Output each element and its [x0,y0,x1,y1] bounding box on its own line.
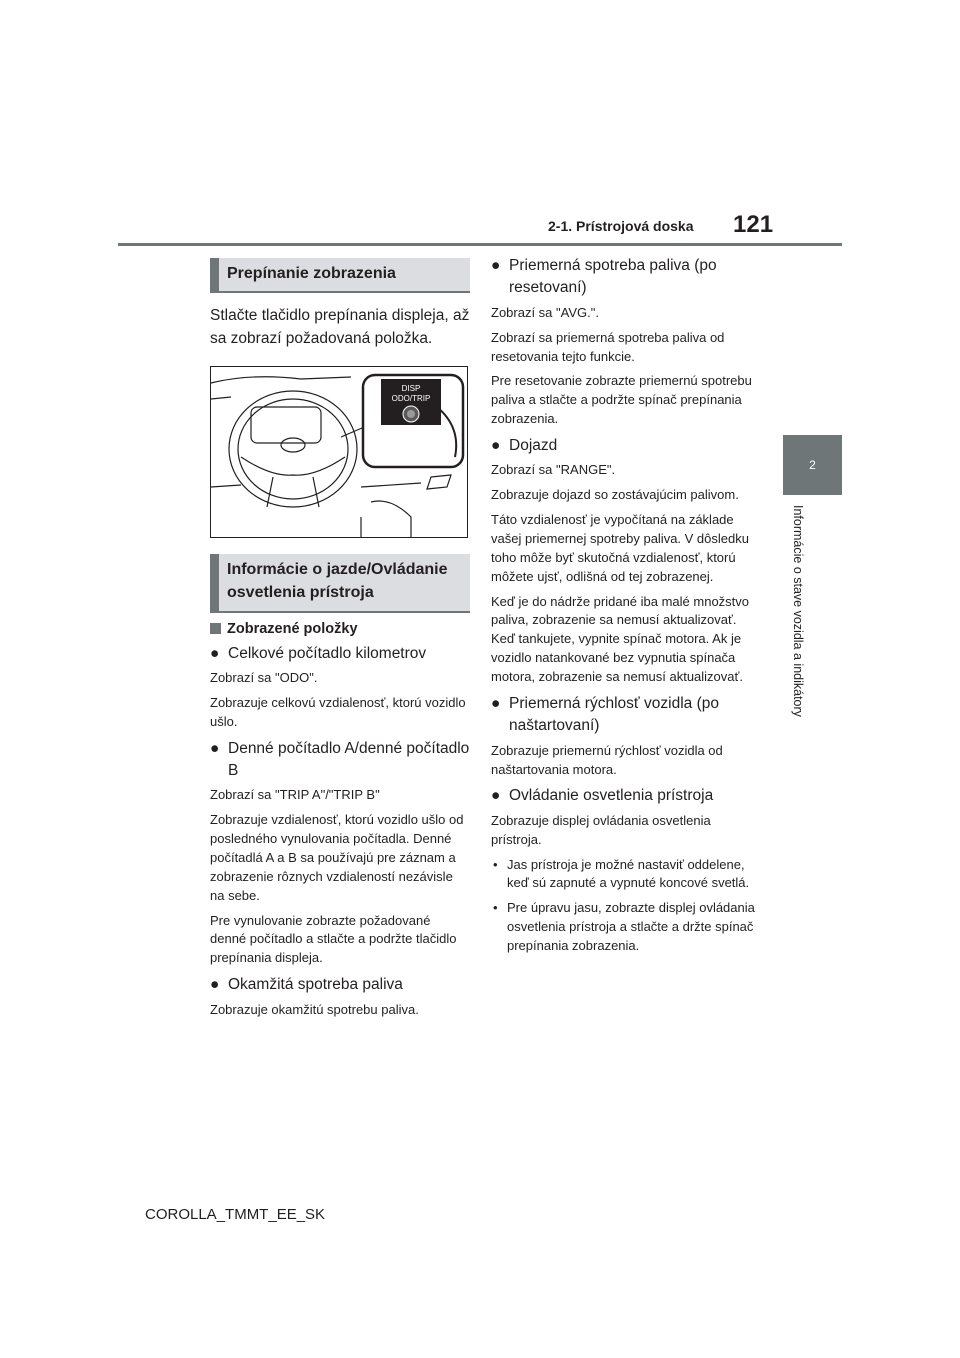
item-text: Zobrazuje displej ovládania osvetlenia prístroja. [491,812,711,847]
item-text: Zobrazuje celkovú vzdialenosť, ktorú vozidlo ušlo. [210,694,466,729]
note-item: • Pre úpravu jasu, zobrazte displej ovládania osvetlenia prístroja a stlačte a držte spínač prepínania zobrazenia. [491,899,756,956]
heading-trip-info: Informácie o jazde/Ovládanie osvetlenia prístroja [210,554,470,612]
item-text: Zobrazí sa "ODO". [210,669,318,685]
item-average-consumption: ● Priemerná spotreba paliva (po resetovaní) [491,255,756,300]
item-text: Pre vynulovanie zobrazte požadované denné počítadlo a stlačte a podržte tlačidlo prepínania displeja. [210,912,457,966]
item-text: Táto vzdialenosť je vypočítaná na základe vašej priemernej spotreby paliva. V dôsledku toho môže byť skutočná vzdialenosť, ktorú môžete ujsť, odlišná od tej zobrazenej. [491,512,749,584]
item-text: Zobrazí sa "TRIP A"/"TRIP B" [210,787,380,803]
bullet-dot-icon: ● [491,694,501,712]
bullet-dot-icon: ● [491,257,501,274]
heading-display-switch: Prepínanie zobrazenia [210,258,470,293]
bullet-dot-icon: ● [210,976,220,994]
bullet-dot-icon: ● [210,644,220,662]
item-text: Zobrazuje dojazd so zostávajúcim palivom. [491,487,739,503]
steering-wheel-illustration [211,367,467,537]
intro-text: Stlačte tlačidlo prepínania displeja, až sa zobrazí požadovaná položka. [210,307,470,347]
subhead-displayed-items: Zobrazené položky [210,621,470,637]
item-text: Zobrazí sa priemerná spotreba paliva od resetovania tejto funkcie. [491,329,725,364]
disp-label: DISP [401,384,421,394]
note-item: • Jas prístroja je možné nastaviť oddelene, keď sú zapnuté a vypnuté koncové svetlá. [491,856,756,894]
left-column [210,258,470,1025]
item-trip-meter: ● Denné počítadlo A/denné počítadlo B [210,738,470,783]
item-meter-illumination: ● Ovládanie osvetlenia prístroja [491,785,756,807]
footer-code: COROLLA_TMMT_EE_SK [145,1206,326,1223]
item-text: Keď je do nádrže pridané iba malé množstvo paliva, zobrazenie sa nemusí aktualizovať. Keď tankujete, vypnite spínač motora. Ak je vozidlo natankované bez vypnutia spínača motora, zobrazenie sa nemusí aktualizovať. [491,593,750,684]
header-rule [118,243,842,246]
item-text: Zobrazí sa "RANGE". [491,462,616,478]
item-current-consumption: ● Okamžitá spotreba paliva [210,974,470,996]
item-text: Zobrazuje okamžitú spotrebu paliva. [210,1001,419,1017]
dashboard-illustration [210,366,468,538]
item-range: ● Dojazd [491,435,756,457]
bullet-dot-icon: ● [491,787,501,805]
item-text: Zobrazuje vzdialenosť, ktorú vozidlo ušlo od posledného vynulovania počítadla. Denné počítadlá A a B sa používajú pre záznam a zobrazenie rôznych vzdialeností nezávisle na sebe. [210,812,464,903]
item-text: Zobrazí sa "AVG.". [491,304,599,320]
square-bullet-icon [210,623,221,634]
section-label: 2-1. Prístrojová doska [548,218,694,234]
right-column [491,255,756,962]
chapter-title: Informácie o stave vozidla a indikátory [791,505,805,717]
item-text: Pre resetovanie zobrazte priemernú spotrebu paliva a stlačte a podržte spínač prepínania zobrazenia. [491,373,752,427]
item-text: Zobrazuje priemernú rýchlosť vozidla od naštartovania motora. [491,742,723,777]
item-average-speed: ● Priemerná rýchlosť vozidla (po naštartovaní) [491,693,756,738]
chapter-tab [783,435,842,495]
small-dot-icon: • [493,856,498,872]
bullet-dot-icon: ● [210,739,220,757]
page-number: 121 [733,211,774,238]
odo-trip-label: ODO/TRIP [391,394,431,404]
item-odometer: ● Celkové počítadlo kilometrov [210,643,470,665]
small-dot-icon: • [493,900,498,916]
chapter-number: 2 [809,458,816,472]
bullet-dot-icon: ● [491,437,501,454]
